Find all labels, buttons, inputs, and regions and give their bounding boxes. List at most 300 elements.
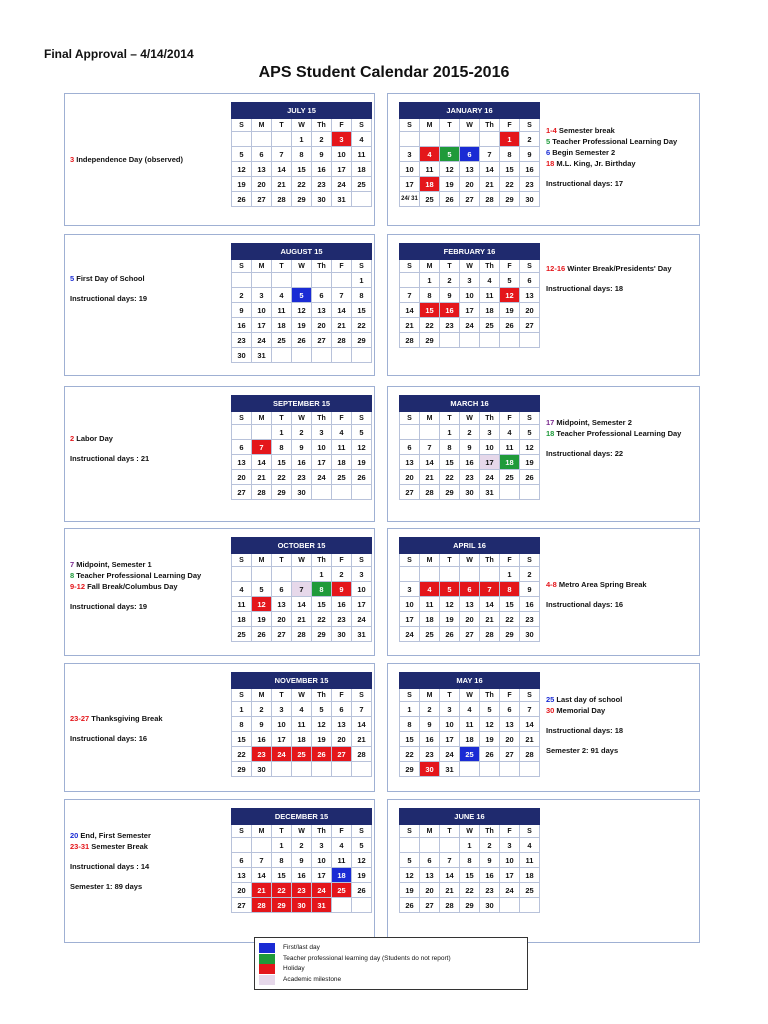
day-cell: [500, 485, 520, 500]
day-cell: 25: [232, 627, 252, 642]
day-cell: 1: [400, 702, 420, 717]
day-cell: 29: [272, 485, 292, 500]
day-cell: 18: [500, 455, 520, 470]
note-line: [70, 713, 163, 724]
month-calendar: [231, 395, 372, 500]
note-text: Instructional days: 17: [546, 179, 624, 188]
month-panel-june-16: [387, 799, 700, 943]
day-cell: 26: [312, 747, 332, 762]
month-title: OCTOBER 15: [232, 538, 372, 554]
day-cell: 19: [252, 612, 272, 627]
day-cell: 11: [480, 288, 500, 303]
day-cell: 31: [352, 627, 372, 642]
day-cell: 22: [500, 612, 520, 627]
month-calendar: [399, 537, 540, 642]
day-cell: [420, 567, 440, 582]
day-cell: 14: [352, 717, 372, 732]
day-cell: [352, 348, 372, 363]
day-cell: 3: [440, 702, 460, 717]
day-cell: 7: [480, 582, 500, 597]
month-panel-april-16: [387, 528, 700, 656]
day-cell: [480, 567, 500, 582]
day-cell: 28: [400, 333, 420, 348]
day-cell: 30: [480, 898, 500, 913]
note-text: Labor Day: [74, 434, 113, 443]
day-cell: 12: [312, 717, 332, 732]
day-cell: 28: [352, 747, 372, 762]
weekday-label: M: [420, 554, 440, 567]
day-cell: 19: [480, 732, 500, 747]
day-cell: 16: [420, 732, 440, 747]
day-cell: 23: [252, 747, 272, 762]
month-calendar: [231, 102, 372, 207]
day-cell: 7: [252, 440, 272, 455]
day-cell: 10: [480, 440, 500, 455]
note-date: 7: [70, 560, 75, 569]
day-cell: 24: [352, 612, 372, 627]
weekday-label: Th: [312, 689, 332, 702]
day-cell: 9: [520, 582, 540, 597]
month-notes: [546, 579, 647, 610]
day-cell: 4: [232, 582, 252, 597]
day-cell: 21: [252, 883, 272, 898]
note-line: [546, 147, 677, 158]
day-cell: 15: [400, 732, 420, 747]
note-text: Instructional days: 22: [546, 449, 624, 458]
day-cell: 17: [480, 455, 500, 470]
day-cell: 19: [520, 455, 540, 470]
day-cell: 8: [312, 582, 332, 597]
day-cell: 18: [352, 162, 372, 177]
day-cell: 7: [352, 702, 372, 717]
note-text: Midpoint, Semester 2: [554, 418, 632, 427]
day-cell: 4: [520, 838, 540, 853]
weekday-label: T: [272, 119, 292, 132]
note-text: Thanksgiving Break: [89, 714, 163, 723]
weekday-label: F: [332, 119, 352, 132]
day-cell: 7: [400, 288, 420, 303]
day-cell: 4: [352, 132, 372, 147]
day-cell: [480, 132, 500, 147]
note-text: Metro Area Spring Break: [556, 580, 647, 589]
note-text: Fall Break/Columbus Day: [85, 582, 178, 591]
weekday-label: S: [352, 825, 372, 838]
day-cell: 27: [460, 627, 480, 642]
day-cell: 30: [520, 192, 540, 207]
weekday-label: S: [400, 260, 420, 273]
day-cell: 26: [292, 333, 312, 348]
weekday-label: M: [420, 825, 440, 838]
day-cell: 21: [332, 318, 352, 333]
day-cell: 25: [480, 318, 500, 333]
day-cell: 17: [272, 732, 292, 747]
day-cell: 15: [292, 162, 312, 177]
day-cell: 11: [352, 147, 372, 162]
note-line: [546, 745, 623, 756]
day-cell: 16: [520, 162, 540, 177]
note-date: 25: [546, 695, 555, 704]
day-cell: [292, 762, 312, 777]
day-cell: 18: [520, 868, 540, 883]
day-cell: 10: [332, 147, 352, 162]
day-cell: 20: [252, 177, 272, 192]
day-cell: 3: [500, 838, 520, 853]
note-text: Instructional days: 19: [70, 602, 148, 611]
day-cell: 16: [292, 868, 312, 883]
day-cell: 5: [292, 288, 312, 303]
day-cell: 13: [420, 868, 440, 883]
weekday-label: S: [520, 689, 540, 702]
day-cell: 7: [520, 702, 540, 717]
day-cell: 2: [292, 838, 312, 853]
month-panel-february-16: [387, 234, 700, 376]
weekday-label: T: [272, 412, 292, 425]
month-title: JUNE 16: [400, 809, 540, 825]
weekday-label: W: [460, 689, 480, 702]
day-cell: 27: [400, 485, 420, 500]
note-line: [546, 283, 672, 294]
day-cell: 11: [232, 597, 252, 612]
day-cell: [292, 273, 312, 288]
day-cell: [292, 348, 312, 363]
weekday-label: Th: [312, 260, 332, 273]
legend-swatch: [259, 943, 275, 953]
day-cell: 2: [292, 425, 312, 440]
month-title: JULY 15: [232, 103, 372, 119]
day-cell: 31: [440, 762, 460, 777]
day-cell: [420, 132, 440, 147]
day-cell: 3: [312, 425, 332, 440]
day-cell: [480, 333, 500, 348]
day-cell: 15: [272, 455, 292, 470]
day-cell: 29: [500, 627, 520, 642]
day-cell: 28: [480, 192, 500, 207]
day-cell: 15: [460, 868, 480, 883]
day-cell: [520, 762, 540, 777]
day-cell: 17: [332, 162, 352, 177]
month-panel-october-15: [64, 528, 375, 656]
month-title: DECEMBER 15: [232, 809, 372, 825]
day-cell: 16: [252, 732, 272, 747]
day-cell: 24: [480, 470, 500, 485]
day-cell: 8: [352, 288, 372, 303]
note-date: 5: [546, 137, 551, 146]
day-cell: 29: [400, 762, 420, 777]
day-cell: 24/ 31: [400, 192, 420, 207]
day-cell: 11: [500, 440, 520, 455]
weekday-label: T: [272, 260, 292, 273]
note-line: [546, 705, 623, 716]
day-cell: 3: [352, 567, 372, 582]
day-cell: 15: [312, 597, 332, 612]
day-cell: [420, 838, 440, 853]
day-cell: 6: [460, 147, 480, 162]
day-cell: 29: [352, 333, 372, 348]
day-cell: 28: [332, 333, 352, 348]
weekday-label: T: [272, 554, 292, 567]
day-cell: 9: [252, 717, 272, 732]
day-cell: 27: [520, 318, 540, 333]
day-cell: 19: [352, 868, 372, 883]
weekday-label: Th: [480, 119, 500, 132]
day-cell: [460, 333, 480, 348]
day-cell: 22: [500, 177, 520, 192]
day-cell: 15: [352, 303, 372, 318]
weekday-label: F: [500, 554, 520, 567]
day-cell: 19: [440, 612, 460, 627]
legend-label: Academic milestone: [283, 975, 342, 983]
weekday-label: S: [400, 119, 420, 132]
day-cell: [520, 898, 540, 913]
day-cell: 27: [460, 192, 480, 207]
day-cell: 11: [292, 717, 312, 732]
day-cell: 1: [500, 132, 520, 147]
day-cell: 19: [312, 732, 332, 747]
day-cell: 9: [420, 717, 440, 732]
day-cell: 8: [460, 853, 480, 868]
month-title: AUGUST 15: [232, 244, 372, 260]
day-cell: 19: [400, 883, 420, 898]
note-date: 2: [70, 434, 75, 443]
day-cell: 12: [520, 440, 540, 455]
day-cell: 24: [500, 883, 520, 898]
day-cell: 9: [332, 582, 352, 597]
weekday-label: S: [400, 689, 420, 702]
day-cell: [332, 762, 352, 777]
day-cell: 14: [332, 303, 352, 318]
day-cell: 5: [520, 425, 540, 440]
day-cell: 24: [312, 470, 332, 485]
weekday-label: F: [500, 260, 520, 273]
month-title: JANUARY 16: [400, 103, 540, 119]
day-cell: 10: [272, 717, 292, 732]
day-cell: 6: [332, 702, 352, 717]
day-cell: 10: [400, 597, 420, 612]
day-cell: 22: [232, 747, 252, 762]
day-cell: 8: [292, 147, 312, 162]
day-cell: 18: [420, 612, 440, 627]
weekday-label: S: [520, 260, 540, 273]
note-text: Independence Day (observed): [74, 155, 183, 164]
day-cell: 6: [232, 853, 252, 868]
day-cell: 27: [500, 747, 520, 762]
month-panel-may-16: [387, 663, 700, 792]
weekday-label: M: [252, 260, 272, 273]
weekday-label: T: [440, 260, 460, 273]
day-cell: 12: [292, 303, 312, 318]
month-title: NOVEMBER 15: [232, 673, 372, 689]
note-text: Instructional days: 18: [546, 726, 624, 735]
month-calendar: [231, 537, 372, 642]
day-cell: 23: [332, 612, 352, 627]
day-cell: 15: [500, 162, 520, 177]
day-cell: 27: [232, 485, 252, 500]
day-cell: 30: [332, 627, 352, 642]
day-cell: 7: [272, 147, 292, 162]
note-date: 1-4: [546, 126, 557, 135]
weekday-label: W: [460, 119, 480, 132]
day-cell: 14: [400, 303, 420, 318]
day-cell: [520, 333, 540, 348]
day-cell: 12: [400, 868, 420, 883]
day-cell: 3: [312, 838, 332, 853]
day-cell: 21: [480, 612, 500, 627]
note-line: [70, 154, 183, 165]
day-cell: [272, 273, 292, 288]
day-cell: [500, 333, 520, 348]
day-cell: 1: [272, 425, 292, 440]
month-title: MAY 16: [400, 673, 540, 689]
day-cell: 20: [400, 470, 420, 485]
day-cell: 18: [480, 303, 500, 318]
day-cell: 27: [312, 333, 332, 348]
weekday-label: S: [232, 119, 252, 132]
note-text: Instructional days: 19: [70, 294, 148, 303]
day-cell: 8: [420, 288, 440, 303]
day-cell: [400, 838, 420, 853]
day-cell: 18: [420, 177, 440, 192]
day-cell: 20: [520, 303, 540, 318]
day-cell: [252, 567, 272, 582]
day-cell: 23: [440, 318, 460, 333]
legend-swatch: [259, 975, 275, 985]
month-panel-january-16: [387, 93, 700, 226]
day-cell: 9: [520, 147, 540, 162]
weekday-label: S: [232, 554, 252, 567]
day-cell: 17: [400, 177, 420, 192]
day-cell: 7: [332, 288, 352, 303]
day-cell: 30: [292, 485, 312, 500]
day-cell: 15: [232, 732, 252, 747]
day-cell: 20: [232, 883, 252, 898]
weekday-label: F: [500, 119, 520, 132]
day-cell: 15: [420, 303, 440, 318]
weekday-label: T: [440, 825, 460, 838]
day-cell: 3: [480, 425, 500, 440]
month-notes: [546, 694, 623, 756]
day-cell: 8: [500, 582, 520, 597]
day-cell: [460, 567, 480, 582]
weekday-label: W: [460, 412, 480, 425]
day-cell: 25: [420, 627, 440, 642]
day-cell: 20: [232, 470, 252, 485]
note-line: [546, 579, 647, 590]
day-cell: 10: [312, 853, 332, 868]
day-cell: 29: [272, 898, 292, 913]
weekday-label: F: [332, 825, 352, 838]
day-cell: 26: [352, 470, 372, 485]
day-cell: 6: [232, 440, 252, 455]
day-cell: 24: [400, 627, 420, 642]
day-cell: [252, 273, 272, 288]
note-text: Last day of school: [554, 695, 623, 704]
day-cell: 1: [500, 567, 520, 582]
day-cell: 13: [500, 717, 520, 732]
day-cell: [500, 762, 520, 777]
day-cell: 9: [440, 288, 460, 303]
day-cell: 9: [460, 440, 480, 455]
note-date: 17: [546, 418, 555, 427]
day-cell: 20: [460, 177, 480, 192]
day-cell: 2: [312, 132, 332, 147]
day-cell: [312, 273, 332, 288]
weekday-label: W: [460, 260, 480, 273]
note-line: [70, 881, 151, 892]
month-notes: [70, 154, 183, 165]
day-cell: 5: [232, 147, 252, 162]
day-cell: 25: [292, 747, 312, 762]
day-cell: 13: [232, 455, 252, 470]
note-line: [546, 417, 681, 428]
weekday-label: W: [460, 554, 480, 567]
day-cell: 21: [440, 883, 460, 898]
note-text: Semester break: [556, 126, 615, 135]
day-cell: [272, 348, 292, 363]
day-cell: 19: [440, 177, 460, 192]
day-cell: 2: [332, 567, 352, 582]
day-cell: 14: [272, 162, 292, 177]
weekday-label: M: [420, 412, 440, 425]
day-cell: 5: [352, 838, 372, 853]
note-text: Teacher Professional Learning Day: [74, 571, 202, 580]
note-line: [70, 570, 201, 581]
day-cell: [232, 838, 252, 853]
day-cell: 6: [272, 582, 292, 597]
day-cell: 18: [332, 868, 352, 883]
legend-label: First/last day: [283, 944, 320, 951]
weekday-label: S: [352, 689, 372, 702]
day-cell: 28: [252, 898, 272, 913]
day-cell: 1: [292, 132, 312, 147]
day-cell: 25: [332, 470, 352, 485]
day-cell: [420, 425, 440, 440]
day-cell: 24: [332, 177, 352, 192]
day-cell: 21: [272, 177, 292, 192]
note-text: Memorial Day: [554, 706, 606, 715]
day-cell: 20: [460, 612, 480, 627]
day-cell: 7: [292, 582, 312, 597]
day-cell: 14: [420, 455, 440, 470]
legend: [254, 937, 528, 990]
note-text: Semester 1: 89 days: [70, 882, 143, 891]
day-cell: 6: [400, 440, 420, 455]
day-cell: 25: [520, 883, 540, 898]
day-cell: 12: [440, 162, 460, 177]
month-calendar: [231, 243, 372, 363]
day-cell: 2: [420, 702, 440, 717]
legend-item: [259, 964, 521, 974]
note-text: Teacher Professional Learning Day: [550, 137, 678, 146]
day-cell: 23: [292, 883, 312, 898]
note-line: [546, 448, 681, 459]
day-cell: [312, 762, 332, 777]
page-title: APS Student Calendar 2015-2016: [258, 64, 510, 81]
note-date: 18: [546, 429, 555, 438]
weekday-label: W: [292, 412, 312, 425]
legend-item: [259, 943, 521, 953]
day-cell: 28: [440, 898, 460, 913]
day-cell: 11: [272, 303, 292, 318]
day-cell: 26: [440, 627, 460, 642]
day-cell: 6: [500, 702, 520, 717]
day-cell: 17: [500, 868, 520, 883]
day-cell: [352, 762, 372, 777]
month-calendar: [231, 672, 372, 777]
day-cell: 12: [252, 597, 272, 612]
day-cell: 9: [232, 303, 252, 318]
day-cell: 24: [440, 747, 460, 762]
note-text: Instructional days: 18: [546, 284, 624, 293]
